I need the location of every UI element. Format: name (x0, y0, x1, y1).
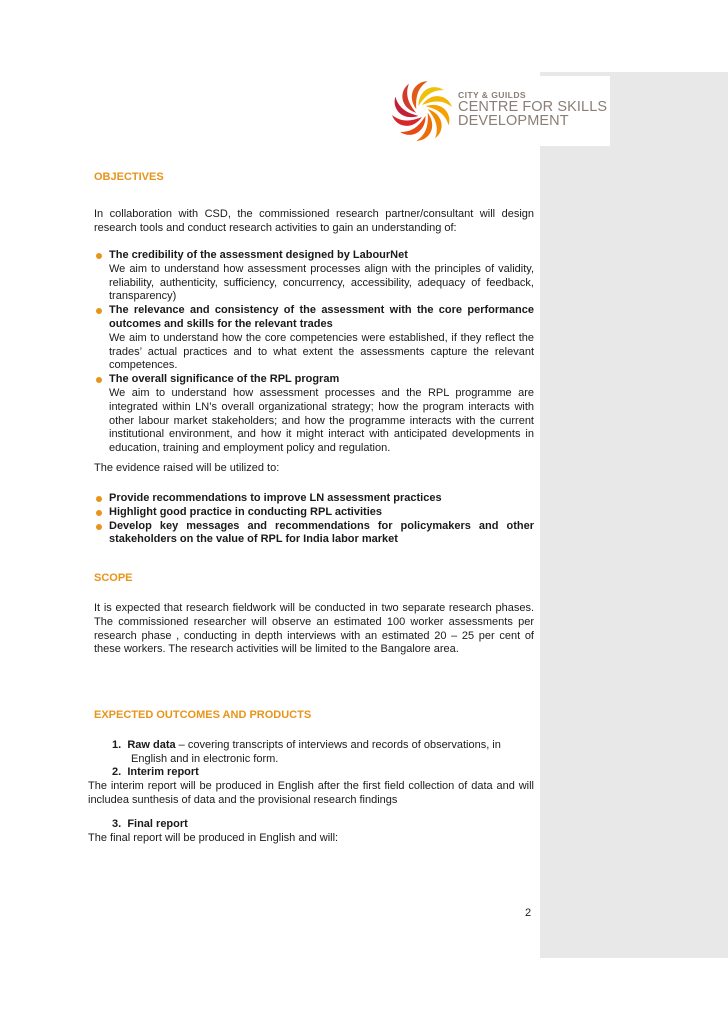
final-report-text: The final report will be produced in English and will: (88, 832, 339, 844)
interim-report-text: The interim report will be produced in English after the first field collection of data and will includea sunthesis of data and the provisional research findings (88, 780, 534, 806)
outcomes-heading: EXPECTED OUTCOMES AND PRODUCTS (94, 709, 312, 721)
bullet-icon (96, 377, 102, 383)
list-item-title: Provide recommendations to improve LN assessment practices (109, 492, 442, 504)
list-item-title: Develop key messages and recommendations for policymakers and other stakeholders on the value of RPL for India labor market (109, 519, 534, 546)
list-item-title: Highlight good practice in conducting RPL activities (109, 505, 382, 518)
bullet-icon (96, 510, 102, 516)
item-text: – covering transcripts of interviews and records of observations, in (175, 739, 501, 751)
item-title: Final report (127, 818, 188, 830)
logo-text (458, 90, 607, 128)
bullet-icon (96, 253, 102, 259)
outcome-item-raw-data (112, 739, 534, 753)
city-guilds-logo (384, 76, 610, 146)
bullet-icon (96, 308, 102, 314)
list-item (94, 492, 534, 506)
evidence-intro: The evidence raised will be utilized to: (94, 462, 280, 474)
swirl-logo-icon (386, 76, 458, 146)
scope-text: It is expected that research fieldwork will be conducted in two separate research phases. The commissioned researcher will observe an estimated 100 worker assessments per research phase , conducting in depth interviews with an estimated 20 – 25 per cent of these workers. The research activities will be limited to the Bangalore area. (94, 602, 534, 656)
list-item (94, 520, 534, 548)
logo-line-2: CENTRE FOR SKILLS (458, 99, 608, 115)
list-item-title: The credibility of the assessment designed by LabourNet (109, 249, 408, 261)
list-item (94, 373, 534, 456)
outcome-item-raw-data-cont: English and in electronic form. (131, 753, 279, 765)
objectives-heading: OBJECTIVES (94, 171, 164, 183)
outcome-item-interim-report (112, 766, 199, 780)
comment-margin-panel (540, 72, 728, 958)
list-item-text: We aim to understand how the core competencies were established, if they reflect the trades’ actual practices and to what extent the assessments capture the relevant competences. (109, 331, 534, 372)
list-item-text: We aim to understand how assessment processes align with the principles of validity, reliability, authenticity, sufficiency, concurrency, accessibility, adequacy of feedback, transparency) (109, 262, 534, 303)
logo-line-1: CITY & GUILDS (458, 90, 527, 100)
item-title: Interim report (127, 766, 199, 778)
page-number: 2 (525, 907, 532, 919)
list-item (94, 506, 534, 520)
scope-heading: SCOPE (94, 572, 133, 584)
objectives-intro: In collaboration with CSD, the commissioned research partner/consultant will design research tools and conduct research activities to gain an understanding of: (94, 208, 534, 234)
list-item-text: We aim to understand how assessment processes and the RPL programme are integrated within LN’s overall organizational strategy; how the program interacts with other labour market stakeholders; and how the programme interacts with the current institutional environment, and how it might interact with anticipated developments in education, training and employment policy and regulation. (109, 386, 534, 455)
bullet-icon (96, 524, 102, 530)
list-item-title: The relevance and consistency of the assessment with the core performance outcomes and skills for the relevant trades (109, 304, 534, 330)
logo-line-3: DEVELOPMENT (458, 113, 569, 129)
item-number: 3. (112, 818, 122, 830)
item-number: 2. (112, 766, 122, 778)
objectives-list (94, 249, 534, 456)
list-item (94, 304, 534, 373)
evidence-uses-list (94, 492, 534, 547)
list-item-title: The overall significance of the RPL program (109, 373, 340, 386)
item-number: 1. (112, 739, 122, 751)
item-title: Raw data (127, 739, 176, 751)
outcome-item-final-report (112, 818, 188, 832)
bullet-icon (96, 496, 102, 502)
list-item (94, 249, 534, 304)
